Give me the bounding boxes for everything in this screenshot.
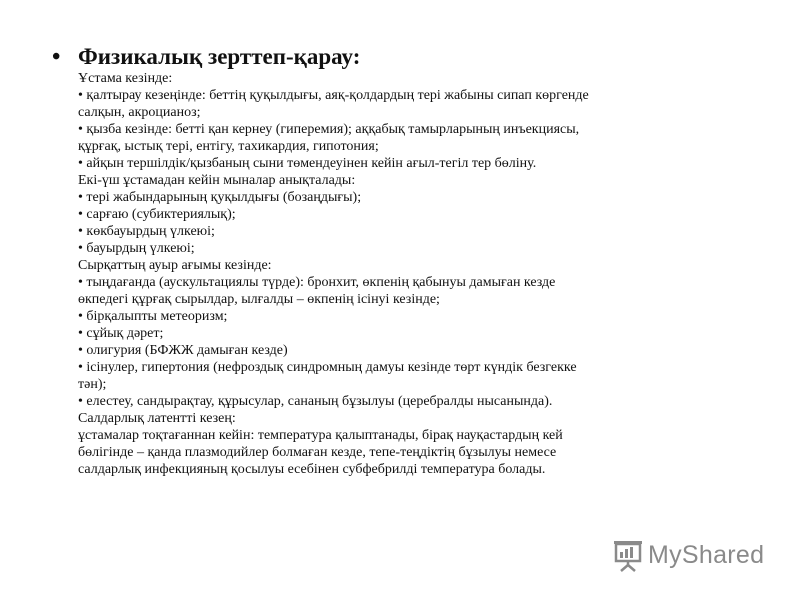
body-line: Сырқаттың ауыр ағымы кезінде: bbox=[78, 258, 272, 273]
slide-title: Физикалық зерттеп-қарау: bbox=[78, 44, 361, 69]
logo-text: MyShared bbox=[648, 541, 765, 569]
body-line: құрғақ, ыстық тері, ентігу, тахикардия, гипотония; bbox=[78, 139, 379, 154]
body-line: • олигурия (БФЖЖ дамыған кезде) bbox=[78, 343, 288, 358]
body-line: Екі-үш ұстамадан кейін мыналар анықталады: bbox=[78, 173, 356, 188]
body-line: өкпедегі құрғақ сырылдар, ылғалды – өкпенің ісінуі кезінде; bbox=[78, 292, 440, 307]
body-line: салқын, акроцианоз; bbox=[78, 105, 201, 120]
body-line: салдарлық инфекцияның қосылуы есебінен субфебрилді температура болады. bbox=[78, 462, 546, 477]
presentation-board-icon bbox=[612, 538, 644, 572]
body-line: • қызба кезінде: бетті қан кернеу (гиперемия); аққабық тамырларының инъекциясы, bbox=[78, 122, 580, 137]
body-line: • сарғаю (субиктериялық); bbox=[78, 207, 236, 222]
body-line: • айқын тершілдік/қызбаның сыни төмендеуінен кейін ағыл-тегіл тер бөліну. bbox=[78, 156, 537, 171]
body-line: тән); bbox=[78, 377, 107, 392]
body-line: • тері жабындарының қуқылдығы (бозаңдығы); bbox=[78, 190, 362, 205]
body-line: Ұстама кезінде: bbox=[78, 71, 173, 86]
body-line: • бауырдың үлкеюі; bbox=[78, 241, 195, 256]
body-line: • бірқалыпты метеоризм; bbox=[78, 309, 228, 324]
body-line: Салдарлық латентті кезең: bbox=[78, 411, 236, 426]
body-line: • қалтырау кезеңінде: беттің қуқылдығы, аяқ-қолдардың тері жабыны сипап көргенде bbox=[78, 88, 589, 103]
body-line: • сұйық дәрет; bbox=[78, 326, 164, 341]
slide-body bbox=[78, 70, 748, 478]
body-line: • елестеу, сандырақтау, құрысулар, сананың бұзылуы (церебралды нысанында). bbox=[78, 394, 553, 409]
myshared-logo[interactable] bbox=[612, 538, 772, 574]
body-line: ұстамалар тоқтағаннан кейін: температура қалыптанады, бірақ науқастардың кей bbox=[78, 428, 563, 443]
slide-heading bbox=[52, 42, 752, 72]
body-line: • көкбауырдың үлкеюі; bbox=[78, 224, 215, 239]
body-line: бөлігінде – қанда плазмодийлер болмаған кезде, тепе-теңдіктің бұзылуы немесе bbox=[78, 445, 557, 460]
body-line: • тыңдағанда (аускультациялы түрде): бронхит, өкпенің қабынуы дамыған кезде bbox=[78, 275, 556, 290]
body-line: • ісінулер, гипертония (нефроздық синдромның дамуы кезінде төрт күндік безгекке bbox=[78, 360, 577, 375]
heading-bullet: • bbox=[52, 44, 61, 70]
